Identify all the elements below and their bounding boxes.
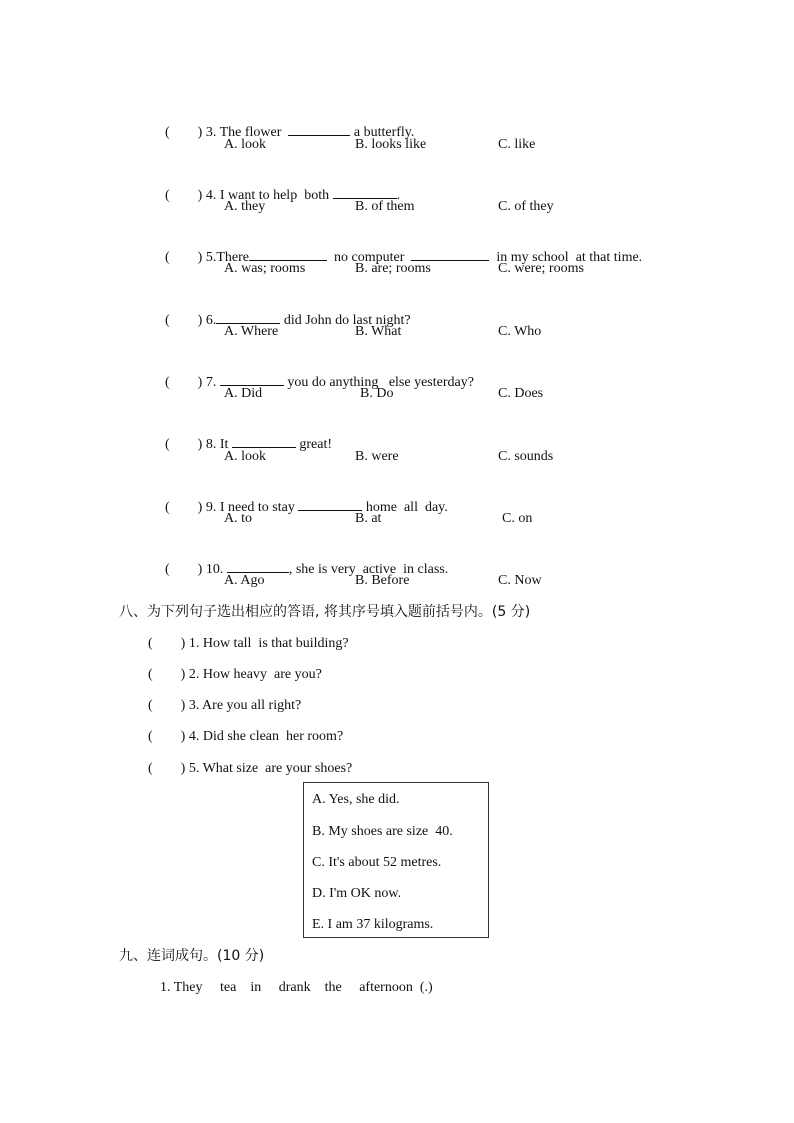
fill-blank[interactable] bbox=[220, 372, 284, 386]
answer-paren[interactable]: ( ) bbox=[148, 636, 186, 651]
match-question-4: ( ) 4. Did she clean her room? bbox=[148, 729, 344, 744]
option-b: B. looks like bbox=[355, 137, 427, 152]
option-b: B. Do bbox=[360, 386, 394, 401]
answer-option-e: E. I am 37 kilograms. bbox=[312, 917, 434, 932]
answer-paren[interactable]: ( ) bbox=[148, 698, 186, 713]
answer-paren[interactable]: ( ) bbox=[165, 562, 203, 577]
fill-blank[interactable] bbox=[411, 247, 489, 261]
option-b: B. What bbox=[355, 324, 402, 339]
section-9-heading: 九、连词成句。(10 分) bbox=[119, 948, 265, 964]
question-3: ( ) 3. The flower a butterfly. bbox=[158, 104, 414, 142]
option-b: B. are; rooms bbox=[355, 261, 431, 276]
answer-paren[interactable]: ( ) bbox=[165, 437, 203, 452]
answer-paren[interactable]: ( ) bbox=[148, 729, 186, 744]
option-c: C. Does bbox=[498, 386, 544, 401]
option-a: A. was; rooms bbox=[224, 261, 306, 276]
option-a: A. Where bbox=[224, 324, 279, 339]
option-c: C. of they bbox=[498, 199, 554, 214]
option-c: C. like bbox=[498, 137, 536, 152]
fill-blank[interactable] bbox=[227, 559, 289, 573]
match-question-2: ( ) 2. How heavy are you? bbox=[148, 667, 322, 682]
option-a: A. look bbox=[224, 449, 266, 464]
fill-blank[interactable] bbox=[216, 310, 280, 324]
answer-paren[interactable]: ( ) bbox=[148, 667, 186, 682]
option-a: A. they bbox=[224, 199, 266, 214]
section-8-heading: 八、为下列句子选出相应的答语, 将其序号填入题前括号内。(5 分) bbox=[119, 604, 531, 620]
fill-blank[interactable] bbox=[333, 185, 397, 199]
question-6: ( ) 6. did John do last night? bbox=[158, 292, 411, 330]
option-a: A. to bbox=[224, 511, 252, 526]
fill-blank[interactable] bbox=[232, 434, 296, 448]
option-b: B. Before bbox=[355, 573, 410, 588]
option-c: C. Now bbox=[498, 573, 542, 588]
question-8: ( ) 8. It great! bbox=[158, 416, 332, 454]
match-question-1: ( ) 1. How tall is that building? bbox=[148, 636, 349, 651]
match-question-3: ( ) 3. Are you all right? bbox=[148, 698, 302, 713]
answer-paren[interactable]: ( ) bbox=[148, 761, 186, 776]
answer-option-b: B. My shoes are size 40. bbox=[312, 824, 453, 839]
match-question-5: ( ) 5. What size are your shoes? bbox=[148, 761, 353, 776]
fill-blank[interactable] bbox=[249, 247, 327, 261]
option-c: C. were; rooms bbox=[498, 261, 584, 276]
answer-paren[interactable]: ( ) bbox=[165, 125, 203, 140]
answer-option-d: D. I'm OK now. bbox=[312, 886, 402, 901]
answer-paren[interactable]: ( ) bbox=[165, 313, 203, 328]
option-c: C. Who bbox=[498, 324, 542, 339]
fill-blank[interactable] bbox=[288, 122, 350, 136]
answer-box bbox=[303, 782, 489, 938]
option-c: C. sounds bbox=[498, 449, 554, 464]
option-b: B. were bbox=[355, 449, 399, 464]
option-a: A. Ago bbox=[224, 573, 265, 588]
question-9: ( ) 9. I need to stay home all day. bbox=[158, 479, 448, 517]
question-4: ( ) 4. I want to help both . bbox=[158, 167, 400, 205]
option-b: B. at bbox=[355, 511, 382, 526]
word-order-item-1: 1. They tea in drank the afternoon (.) bbox=[160, 980, 433, 995]
question-10: ( ) 10. , she is very active in class. bbox=[158, 541, 448, 579]
answer-option-a: A. Yes, she did. bbox=[312, 792, 400, 807]
option-b: B. of them bbox=[355, 199, 415, 214]
answer-option-c: C. It's about 52 metres. bbox=[312, 855, 442, 870]
option-a: A. Did bbox=[224, 386, 263, 401]
option-a: A. look bbox=[224, 137, 266, 152]
fill-blank[interactable] bbox=[298, 497, 362, 511]
answer-paren[interactable]: ( ) bbox=[165, 188, 203, 203]
option-c: C. on bbox=[502, 511, 533, 526]
answer-paren[interactable]: ( ) bbox=[165, 250, 203, 265]
question-7: ( ) 7. you do anything else yesterday? bbox=[158, 354, 474, 392]
answer-paren[interactable]: ( ) bbox=[165, 500, 203, 515]
question-5: ( ) 5.There no computer in my school at that time. bbox=[158, 229, 642, 267]
answer-paren[interactable]: ( ) bbox=[165, 375, 203, 390]
